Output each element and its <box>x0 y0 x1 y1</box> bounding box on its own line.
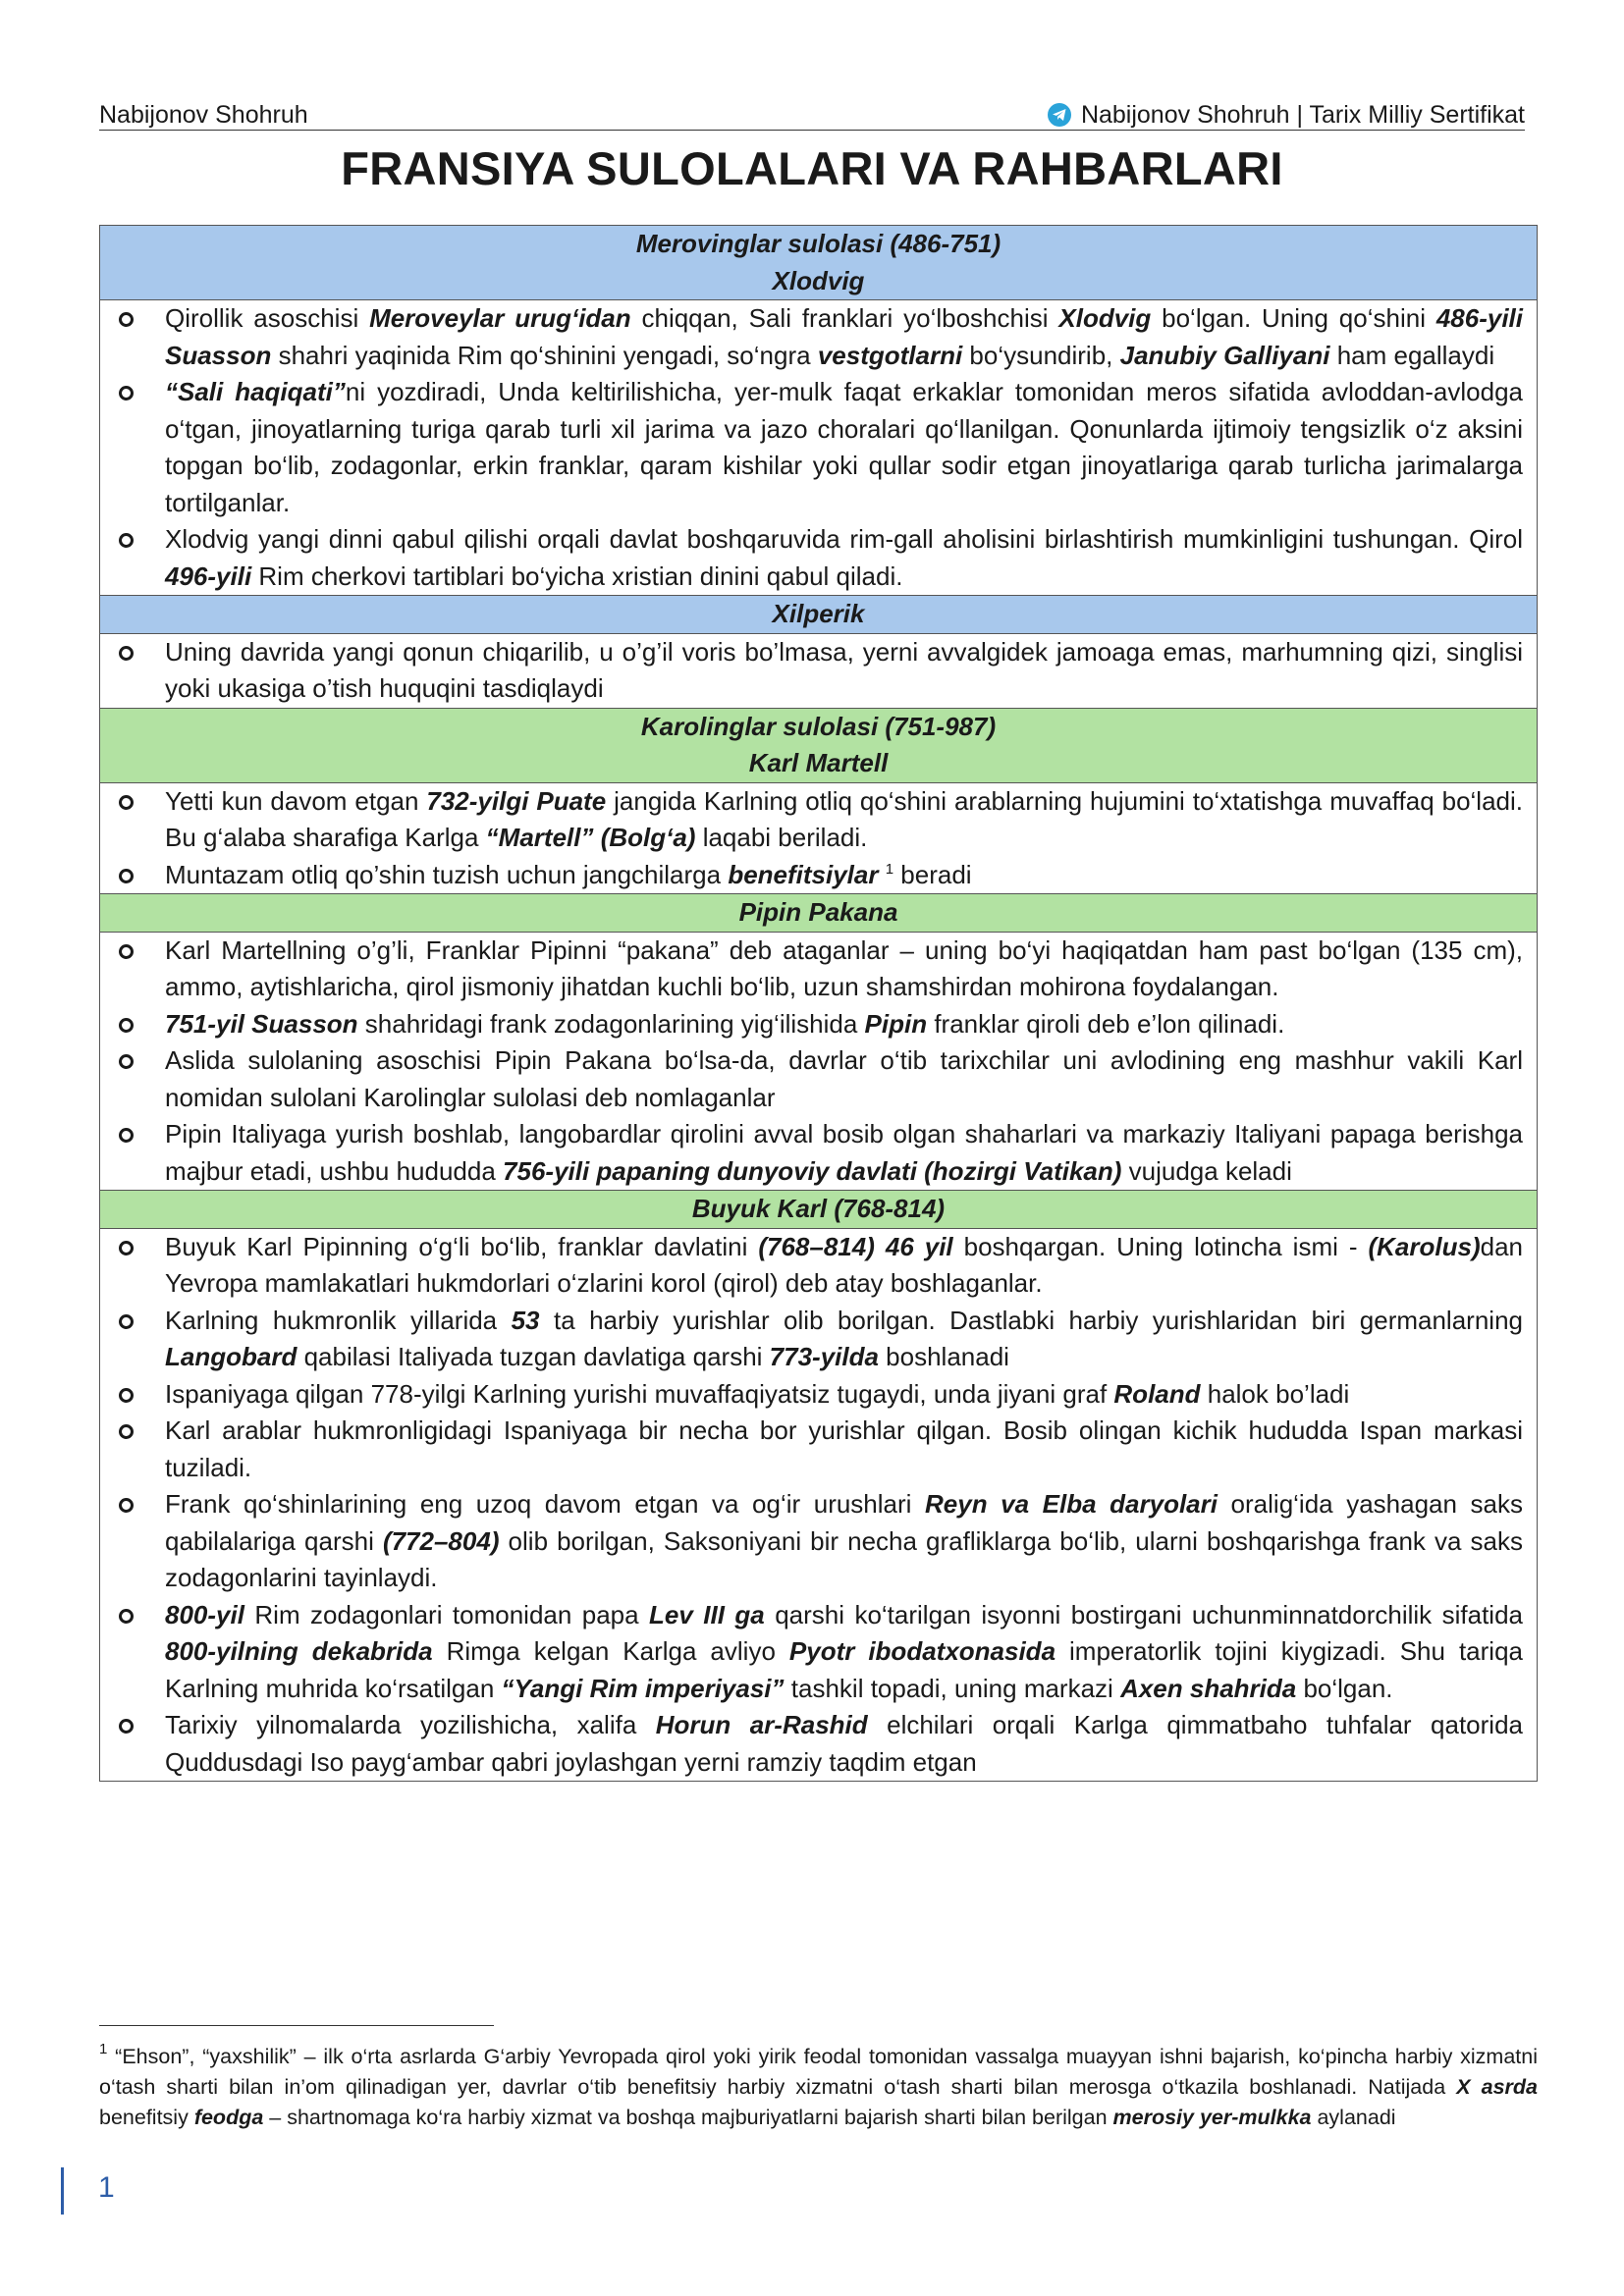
bullet-item <box>100 1707 1537 1781</box>
bullet-text: Buyuk Karl Pipinning o‘g‘li bo‘lib, franklar davlatini (768–814) 46 yil boshqargan. Uning lotincha ismi - (Karolus)dan Yevropa mamlakatlari hukmdorlari o‘zlarini korol (qirol) deb atay boshlaganlar. <box>165 1231 1523 1298</box>
bullet-circle-icon <box>119 1498 134 1513</box>
bullet-item <box>100 1597 1537 1708</box>
bullet-item <box>100 521 1537 595</box>
bullet-item <box>100 1116 1537 1190</box>
header-channel-label: Nabijonov Shohruh | Tarix Milliy Sertifikat <box>1080 101 1525 129</box>
bullet-text: Karl Martellning o’g’li, Franklar Pipinni “pakana” deb ataganlar – uning bo‘yi haqiqatdan ham past bo‘lgan (135 cm), ammo, aytishlaricha, qirol jismoniy jihatdan kuchli bo‘lib, uzun shamshirdan mohirona foydalangan. <box>165 934 1523 1001</box>
bullet-list <box>100 783 1537 895</box>
section-heading-line: Xilperik <box>772 599 865 628</box>
bullet-item <box>100 933 1537 1006</box>
header-rule <box>99 130 1525 131</box>
bullet-item <box>100 1376 1537 1414</box>
bullet-item <box>100 1303 1537 1376</box>
section-heading <box>100 1191 1537 1229</box>
bullet-item <box>100 1042 1537 1116</box>
section-heading <box>100 709 1537 783</box>
bullet-text: Tarixiy yilnomalarda yozilishicha, xalifa Horun ar-Rashid elchilari orqali Karlga qimmatbaho tuhfalar qatorida Quddusdagi Iso payg‘ambar qabri joylashgan yerni ramziy taqdim etgan <box>165 1710 1523 1777</box>
bullet-text: Muntazam otliq qo’shin tuzish uchun jangchilarga benefitsiylar $^1$ beradi <box>165 859 972 889</box>
bullet-circle-icon <box>119 1609 134 1624</box>
page-title: FRANSIYA SULOLALARI VA RAHBARLARI <box>341 142 1283 194</box>
bullet-item <box>100 783 1537 857</box>
bullet-text: Qirollik asoschisi Meroveylar urug‘idan chiqqan, Sali franklari yo‘lboshchisi Xlodvig bo‘lgan. Uning qo‘shini 486-yili Suasson shahri yaqinida Rim qo‘shinini yengadi, so‘ngra vestgotlarni bo‘ysundirib, Janubiy Galliyani ham egallaydi <box>165 303 1523 370</box>
bullet-item <box>100 1229 1537 1303</box>
bullet-list <box>100 933 1537 1192</box>
section-heading <box>100 894 1537 933</box>
dynasty-table <box>99 225 1538 1782</box>
bullet-circle-icon <box>119 312 134 327</box>
bullet-text: Yetti kun davom etgan 732-yilgi Puate jangida Karlning otliq qo‘shini arablarning hujumini to‘xtatishga muvaffaq bo‘ladi. Bu g‘alaba sharafiga Karlga “Martell” (Bolg‘a) laqabi beriladi. <box>165 785 1523 852</box>
page-number: 1 <box>98 2171 115 2204</box>
bullet-text: “Sali haqiqati”ni yozdiradi, Unda keltirilishicha, yer-mulk faqat erkaklar tomonidan meros sifatida avloddan-avlodga o‘tgan, jinoyatlarning turiga qarab turli xil jarima va jazo choralari qo‘llanilgan. Qonunlarda ijtimoiy tengsizlik o‘z aksini topgan bo‘lib, zodagonlar, erkin franklar, qaram kishilar yoki qullar sodir etgan jinoyatlariga qarab turlicha jarimalarga tortilganlar. <box>165 377 1523 517</box>
bullet-circle-icon <box>119 646 134 661</box>
bullet-circle-icon <box>119 386 134 400</box>
section-heading-line: Pipin Pakana <box>738 897 898 927</box>
bullet-item <box>100 1413 1537 1486</box>
bullet-text: Karl arablar hukmronligidagi Ispaniyaga bir necha bor yurishlar qilgan. Bosib olingan kichik hududda Ispan markasi tuziladi. <box>165 1415 1523 1482</box>
bullet-item <box>100 634 1537 708</box>
bullet-item <box>100 857 1537 894</box>
bullet-circle-icon <box>119 1128 134 1143</box>
header-author: Nabijonov Shohruh <box>99 101 308 129</box>
bullet-list <box>100 634 1537 709</box>
section-heading-line: Xlodvig <box>772 265 865 295</box>
section-heading-line: Merovinglar sulolasi (486-751) <box>635 229 1001 258</box>
bullet-circle-icon <box>119 1388 134 1403</box>
footnote-rule <box>99 2025 494 2026</box>
bullet-list <box>100 300 1537 596</box>
bullet-text: 751-yil Suasson shahridagi frank zodagonlarining yig‘ilishida Pipin franklar qiroli deb e’lon qilinadi. <box>165 1008 1285 1039</box>
bullet-item <box>100 1486 1537 1597</box>
bullet-text: Frank qo‘shinlarining eng uzoq davom etgan va og‘ir urushlari Reyn va Elba daryolari oralig‘ida yashagan saks qabilalariga qarshi (772–804) olib borilgan, Saksoniyani bir necha grafliklarga bo‘lib, ularni boshqarishga frank va saks zodagonlarini tayinlaydi. <box>165 1489 1523 1592</box>
bullet-circle-icon <box>119 1424 134 1439</box>
footnote: $^1$ “Ehson”, “yaxshilik” – ilk o‘rta asrlarda G‘arbiy Yevropada qirol yoki yirik feodal tomonidan vassalga muayyan ishni bajarish, ko‘pincha harbiy xizmatni o‘tash sharti bilan in’om qilinadigan yer, davrlar o‘tib benefitsiy harbiy xizmatni o‘tash sharti bilan merosga o‘tkazila boshlanadi. Natijada X asrda benefitsiy feodga – shartnomaga ko‘ra harbiy xizmat va boshqa majburiyatlarni bajarish sharti bilan berilgan merosiy yer-mulkka aylanadi <box>99 2041 1539 2129</box>
bullet-circle-icon <box>119 533 134 548</box>
bullet-circle-icon <box>119 1314 134 1329</box>
section-heading <box>100 596 1537 634</box>
bullet-item <box>100 374 1537 521</box>
section-heading <box>100 226 1537 300</box>
bullet-circle-icon <box>119 1241 134 1255</box>
page-number-bar <box>61 2167 64 2215</box>
bullet-circle-icon <box>119 1018 134 1033</box>
bullet-text: Ispaniyaga qilgan 778-yilgi Karlning yurishi muvaffaqiyatsiz tugaydi, unda jiyani graf Roland halok bo’ladi <box>165 1378 1350 1409</box>
bullet-circle-icon <box>119 944 134 959</box>
bullet-circle-icon <box>119 1054 134 1069</box>
bullet-circle-icon <box>119 1719 134 1734</box>
bullet-text: Karlning hukmronlik yillarida 53 ta harbiy yurishlar olib borilgan. Dastlabki harbiy yurishlaridan biri germanlarning Langobard qabilasi Italiyada tuzgan davlatiga qarshi 773-yilda boshlanadi <box>165 1305 1523 1371</box>
bullet-item <box>100 300 1537 374</box>
header-channel[interactable] <box>1048 99 1525 131</box>
bullet-circle-icon <box>119 795 134 810</box>
section-heading-line: Buyuk Karl (768-814) <box>691 1194 946 1223</box>
bullet-item <box>100 1006 1537 1043</box>
bullet-text: Uning davrida yangi qonun chiqarilib, u o’g’il voris bo’lmasa, yerni avvalgidek jamoaga emas, marhumning qizi, singlisi yoki ukasiga o’tish huquqini tasdiqlaydi <box>165 636 1523 703</box>
bullet-text: Pipin Italiyaga yurish boshlab, langobardlar qirolini avval bosib olgan shaharlari va markaziy Italiyani papaga berishga majbur etadi, ushbu hududda 756-yili papaning dunyoviy davlati (hozirgi Vatikan) vujudga keladi <box>165 1119 1523 1186</box>
bullet-text: Xlodvig yangi dinni qabul qilishi orqali davlat boshqaruvida rim-gall aholisini birlashtirish mumkinligini tushungan. Qirol 496-yili Rim cherkovi tartiblari bo‘yicha xristian dinini qabul qiladi. <box>165 524 1523 591</box>
section-heading-line: Karolinglar sulolasi (751-987) <box>640 711 997 741</box>
bullet-circle-icon <box>119 869 134 883</box>
section-heading-line: Karl Martell <box>748 748 889 777</box>
bullet-text: Aslida sulolaning asoschisi Pipin Pakana bo‘lsa-da, davrlar o‘tib tarixchilar uni avlodining eng mashhur vakili Karl nomidan sulolani Karolinglar sulolasi deb nomlaganlar <box>165 1045 1523 1112</box>
telegram-icon <box>1048 103 1071 127</box>
bullet-list <box>100 1229 1537 1782</box>
bullet-text: 800-yil Rim zodagonlari tomonidan papa Lev III ga qarshi ko‘tarilgan isyonni bostirgani uchunminnatdorchilik sifatida 800-yilning dekabrida Rimga kelgan Karlga avliyo Pyotr ibodatxonasida imperatorlik tojini kiygizadi. Shu tariqa Karlning muhrida ko‘rsatilgan “Yangi Rim imperiyasi” tashkil topadi, uning markazi Axen shahrida bo‘lgan. <box>165 1599 1523 1703</box>
